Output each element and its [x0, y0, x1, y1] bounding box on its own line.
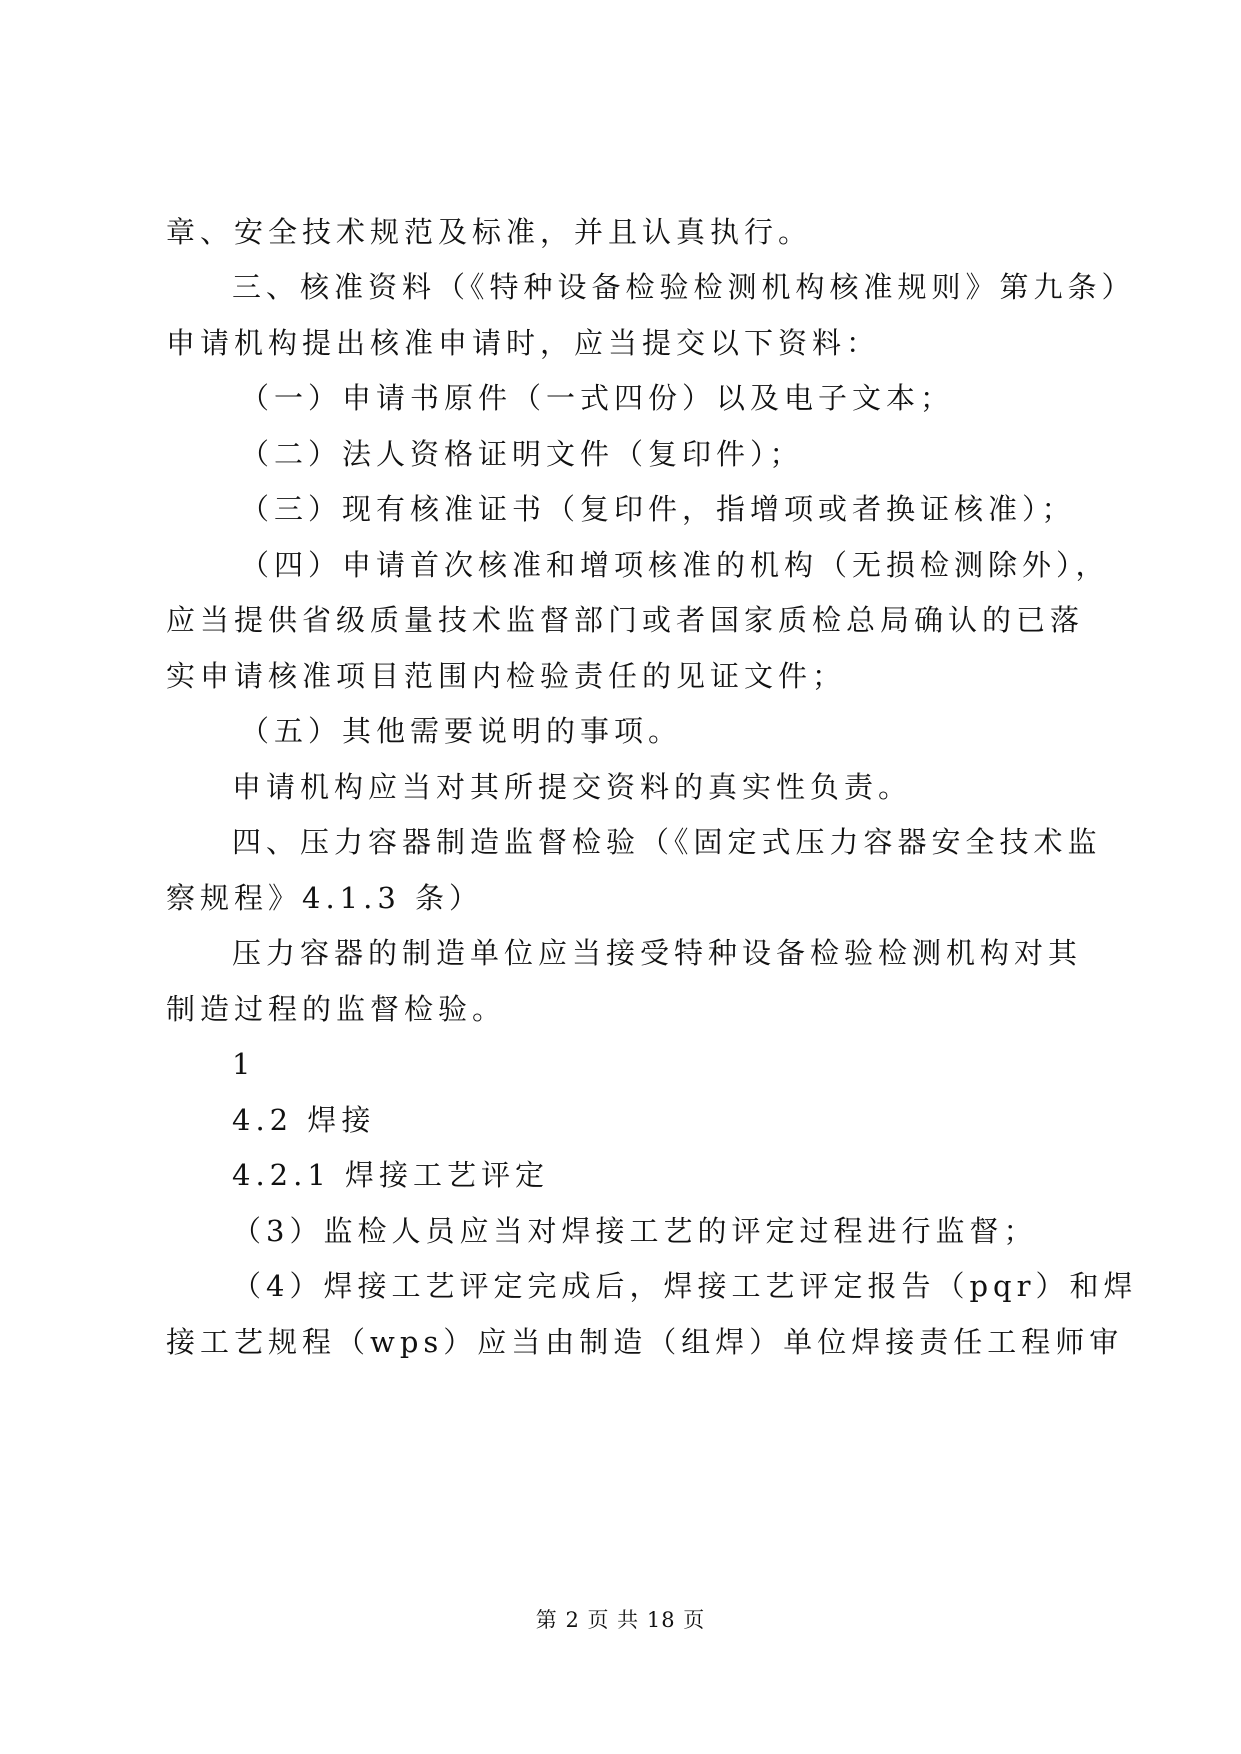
- list-item: （五）其他需要说明的事项。: [240, 714, 683, 748]
- list-item: （三）现有核准证书（复印件，指增项或者换证核准）；: [240, 492, 1076, 526]
- list-item: （3）监检人员应当对焊接工艺的评定过程进行监督；: [232, 1214, 1038, 1248]
- text-line: 制造过程的监督检验。: [166, 992, 507, 1026]
- list-item: （四）申请首次核准和增项核准的机构（无损检测除外），: [240, 548, 1110, 582]
- list-item: （二）法人资格证明文件（复印件）；: [240, 437, 804, 471]
- list-item: （4）焊接工艺评定完成后，焊接工艺评定报告（pqr）和焊: [232, 1269, 1138, 1303]
- text-line: 压力容器的制造单位应当接受特种设备检验检测机构对其: [232, 936, 1083, 970]
- text-line: 实申请核准项目范围内检验责任的见证文件；: [166, 659, 847, 693]
- section-heading: 4.2 焊接: [232, 1103, 376, 1137]
- text-line: 应当提供省级质量技术监督部门或者国家质检总局确认的已落: [166, 603, 1085, 637]
- section-heading: 四、压力容器制造监督检验（《固定式压力容器安全技术监: [232, 825, 1102, 859]
- list-item: （一）申请书原件（一式四份）以及电子文本；: [240, 381, 955, 415]
- section-heading: 三、核准资料（《特种设备检验检测机构核准规则》第九条）: [232, 270, 1136, 304]
- text-line: 章、安全技术规范及标准，并且认真执行。: [166, 215, 813, 249]
- page-number: 第 2 页 共 18 页: [535, 1608, 706, 1632]
- text-line: 申请机构提出核准申请时，应当提交以下资料：: [166, 326, 881, 360]
- text-line: 察规程》4.1.3 条）: [166, 881, 484, 915]
- text-line: 接工艺规程（wps）应当由制造（组焊）单位焊接责任工程师审: [166, 1325, 1124, 1359]
- text-line: 申请机构应当对其所提交资料的真实性负责。: [232, 770, 913, 804]
- text-line: 1: [232, 1047, 256, 1081]
- section-heading: 4.2.1 焊接工艺评定: [232, 1158, 550, 1192]
